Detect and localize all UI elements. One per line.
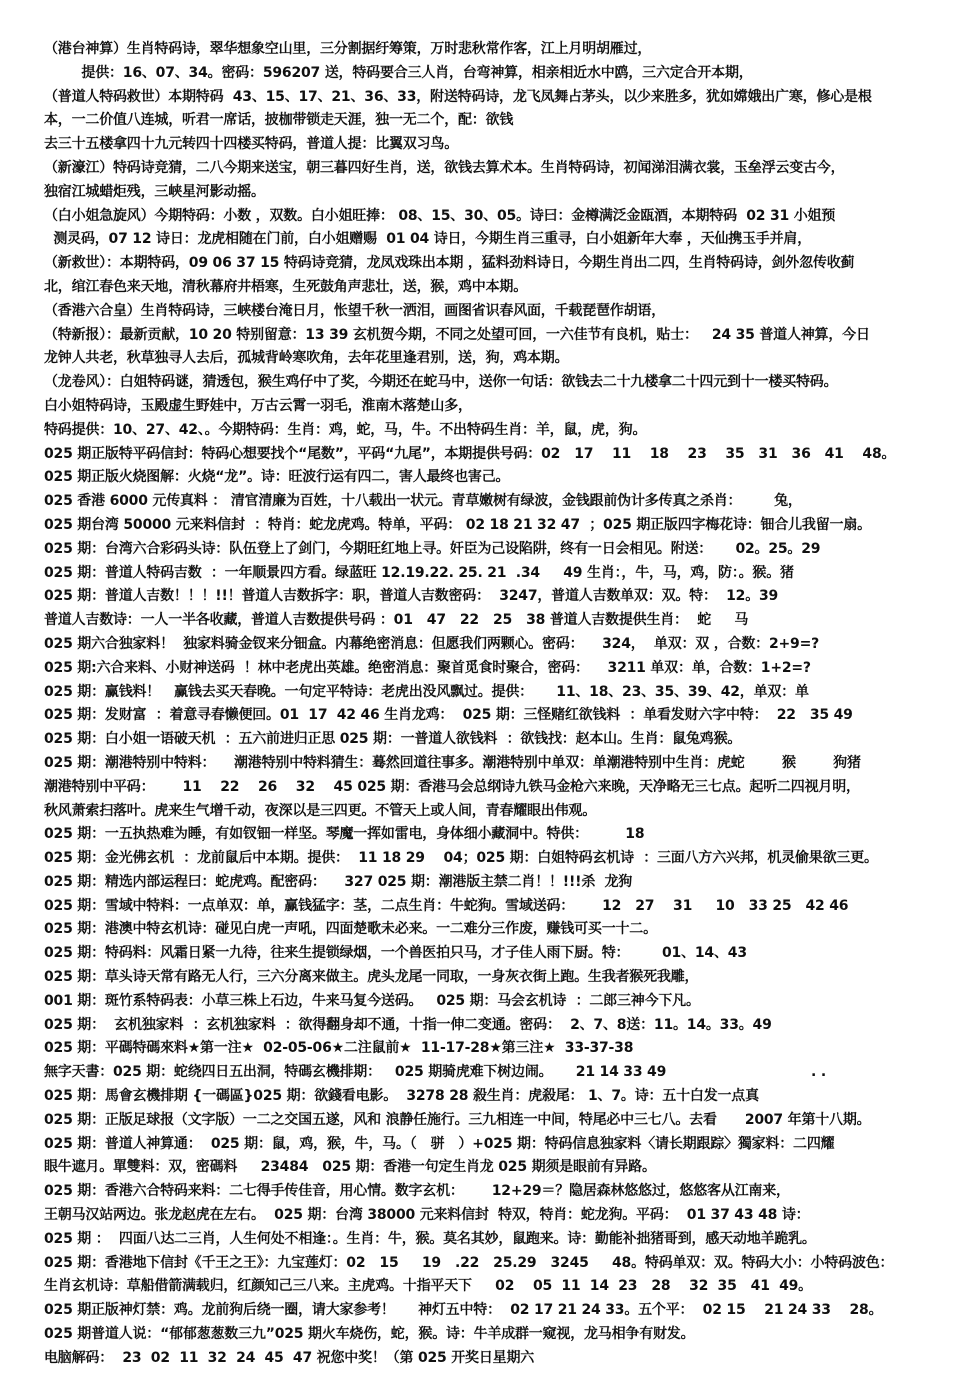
text-line: 025 期：精选内部运程曰：蛇虎鸡。配密码： 327 025 期：潮港版主禁二肖！！!!!杀 龙狗 (44, 873, 633, 890)
text-line: 025 期：普道人吉数！！！!!！普道人吉数拆字：职，普道人吉数密码： 3247，普道人吉数单双：双。特： 12。39 (44, 588, 779, 605)
text-line: 025 期： 玄机独家料 ：玄机独家料 ：欲得翻身却不通，十指一伸二变通。密码： 2、7、8送：11。14。33。49 (44, 1016, 772, 1033)
text-line: 特码提供：10、27、42、。今期特码：生肖：鸡，蛇，马，牛。不出特码生肖：羊，鼠，虎，狗。 (44, 421, 647, 438)
text-line: 本，一二价值八连城，听君一席话，披枷带锁走天涯，独一无二个，配：欲钱 (44, 112, 514, 129)
text-line: （普道人特码救世）本期特码 43、15、17、21、36、33，附送特码诗，龙飞凤舞占茅头，以少来胜多，犹如嫦娥出广寒，修心是根 (44, 88, 872, 105)
text-line: 025 期：平碼特碼來料★第一注★ 02-05-06★二注鼠前★ 11-17-28★第三注★ 33-37-38 (44, 1040, 634, 1057)
text-line: 025 期普道人说：“郁郁葱葱数三九”025 期火车烧伤，蛇，猴。诗：牛羊成群一窥视，龙马相争有财发。 (44, 1326, 695, 1343)
text-line: 025 期：普道人神算通： 025 期：鼠，鸡，猴，牛，马。（ 骈 ）+025 期：特码信息独家料〈请长期跟踪〉獨家料：二四耀 (44, 1135, 835, 1152)
text-line: 电脑解码： 23 02 11 32 24 45 47 祝您中奖！（第 025 开奖日星期六 (44, 1349, 535, 1366)
text-line: 025 期 ： 四面八达二三肖，人生何处不相逢：。生肖：牛，猴。莫名其妙，鼠跑来。诗：勤能补拙猪哥到，感天动地羊跪乳。 (44, 1230, 816, 1247)
text-line: 025 香港 6000 元传真料 ： 清官清廉为百姓，十八载出一状元。青草嫩树有绿波，金钱跟前伪计多传真之杀肖： 兔， (44, 493, 802, 510)
text-line: 025 期：发财富 ：着意寻春懒便回。01 17 42 46 生肖龙鸡： 025 期：三怪赌红欲钱料 ：单看发财六字中特： 22 35 49 (44, 707, 853, 724)
text-line: 秋风萧索扫落叶。虎来生气增千动，夜深以是三四更。不管天上或人间，青春耀眼出伟观。 (44, 802, 596, 819)
text-line: 025 期：潮港特别中特料： 潮港特别中特料猜生：蓦然回道往事多。潮港特别中单双：单潮港特别中生肖：虎蛇 猴 狗猪 (44, 754, 861, 771)
text-line: 025 期：金光佛玄机 ：龙前鼠后中本期。提供： 11 18 29 04；025 期：白姐特码玄机诗 ：三面八方六兴邦，机灵偷果欲三更。 (44, 850, 878, 867)
text-line: 提供：16、07、34。密码：596207 送，特码要合三人肖，台弯神算，相亲相近水中鸥，三六定合开本期， (44, 64, 753, 81)
text-line: 025 期:六合来料、小财神送码 ！林中老虎出英雄。绝密消息：聚首觅食时聚合，密码： 3211 单双：单，合数：1+2=? (44, 659, 811, 676)
text-line: 025 期：馬會玄機排期 {一碼區}025 期：欲錢看电影。 3278 28 殺生肖：虎殺尾： 1、7。诗：五十白发一点真 (44, 1088, 759, 1105)
text-line: 025 期正版火烧图解：火烧“龙”。诗：旺波行运有四二，害人最终也害己。 (44, 469, 510, 486)
text-line: 025 期：香港地下信封《千王之王》：九宝莲灯：02 15 19 .22 25.29 3245 48。特码单双：双。特码大小：小特码波色： (44, 1254, 894, 1271)
text-line: （龙卷风）：白姐特码谜，猜透包，猴生鸡仔中了奖，今期还在蛇马中，送你一句话：欲钱去二十九楼拿二十四元到十一楼买特码。 (44, 374, 838, 391)
text-line: 025 期：台湾六合彩码头诗：队伍登上了剑门，今期旺红地上寻。奸臣为己设陷阱，终有一日会相见。附送： 02。25。29 (44, 540, 821, 557)
text-line: 025 期：港澳中特玄机诗：碰见白虎一声吼，四面楚歌未必来。一二难分三作废，赚钱可买一十二。 (44, 921, 657, 938)
text-line: 王朝马汉站两边。张龙赵虎在左右。 025 期：台湾 38000 元来料信封 特双，特肖：蛇龙狗。平码： 01 37 43 48 诗： (44, 1207, 810, 1224)
text-line: 025 期正版特平码信封：特码心想要找个“尾数”，平码“九尾”，本期提供号码：02 17 11 18 23 35 31 36 41 48。 (44, 445, 896, 462)
text-line: 测灵码，07 12 诗日：龙虎相随在门前，白小姐赠赐 01 04 诗日，今期生肖三重寻，白小姐新年大奉 ，天仙携玉手并肩， (44, 231, 811, 248)
text-line: 独宿江城蜡炬残，三峡星河影动摇。 (44, 183, 265, 200)
text-line: 001 期：斑竹系特码表：小草三株上石边，牛来马复今送码。 025 期：马会玄机诗 ：二郎三神今下凡。 (44, 992, 700, 1009)
text-line: （新濠江）特码诗竞猜，二八今期来送宝，朝三暮四好生肖，送，欲钱去算术本。生肖特码诗，初闻涕泪满衣裳，玉垒浮云变古今， (44, 159, 845, 176)
text-line: 025 期正版神灯禁：鸡。龙前狗后绕一圈，请大家参考！ 神灯五中特： 02 17 21 24 33。五个平： 02 15 21 24 33 28。 (44, 1302, 883, 1319)
text-line: 潮港特别中平码： 11 22 26 32 45 025 期：香港马会总纲诗九铁马金枪六来晚，天净略无三七点。起听二四视月明， (44, 778, 860, 795)
text-line: 白小姐特码诗，玉殿虚生野娃中，万古云霄一羽毛，淮南木落楚山多， (44, 397, 472, 414)
text-line: 025 期：正版足球报（文字版）一二之交国五遂，风和 浪静任施行。三九相连一中间，特尾必中三七八。去看 2007 年第十八期。 (44, 1111, 871, 1128)
text-line: 025 期：草头诗天常有路无人行，三六分离来做主。虎头龙尾一同取，一身灰衣街上跑。生我者猴死我雕， (44, 969, 699, 986)
text-line: （新救世）：本期特码，09 06 37 15 特码诗竞猜，龙凤戏珠出本期 ，猛料劲料诗日，今期生肖出二四，生肖特码诗，剑外忽传收蓟 (44, 255, 855, 272)
text-line: 025 期台湾 50000 元来料信封 ：特肖：蛇龙虎鸡。特单，平码： 02 18 21 32 47 ；025 期正版四字梅花诗：钿合儿我留一扇。 (44, 516, 871, 533)
text-line: 龙钟人共老，秋草独寻人去后，孤城背岭寒吹角，去年花里逢君别，送，狗，鸡本期。 (44, 350, 569, 367)
text-line: 眼牛遮月。單雙料：双，密碼料 23484 025 期：香港一句定生肖龙 025 期须是眼前有异路。 (44, 1159, 656, 1176)
text-line: 025 期：特码料：风霜日紧一九待，往来生提锁绿烟，一个兽医拍只马，才子佳人雨下厨。特： 01、14、43 (44, 945, 747, 962)
text-line: 去三十五楼拿四十九元转四十四楼买特码，普道人提：比翼双习鸟。 (44, 136, 458, 153)
text-line: 025 期：香港六合特码来料：二七得手传佳音，用心情。数字玄机： 12+29＝？隐居森林悠悠过，悠悠客从江南来， (44, 1183, 790, 1200)
text-line: （特新报）：最新贡献，10 20 特别留意：13 39 玄机贺今期，不同之处望可回，一六佳节有良机，贴士： 24 35 普道人神算，今日 (44, 326, 870, 343)
text-line: 025 期六合独家料！ 独家料骑金钗来分钿盒。内幕绝密消息：但愿我们两颗心。密码： 324， 单双：双 ，合数：2+9=? (44, 635, 820, 652)
text-line: 北，绾江春色来天地，清秋幕府井梧寒，生死鼓角声悲壮，送，猴，鸡中本期。 (44, 278, 527, 295)
text-line (44, 1371, 961, 1394)
text-line: 025 期：一五执热难为睡，有如钗钿一样坚。琴魔一挥如雷电，身体细小藏洞中。特供： 18 (44, 826, 645, 843)
text-line: 普道人吉数诗：一人一半各收藏，普道人吉数提供号码 ：01 47 22 25 38 普道人吉数提供生肖： 蛇 马 (44, 612, 749, 629)
text-line: 025 期：普道人特码吉数 ：一年顺景四方看。绿蓝旺 12.19.22. 25. 21 .34 49 生肖：，牛，马，鸡，防：。猴。猪 (44, 564, 794, 581)
text-line: （港台神算）生肖特码诗，翠华想象空山里，三分割据纡筹策，万时悲秋常作客，江上月明胡雁过， (44, 41, 652, 57)
text-line: 025 期：赢钱料！ 赢钱去买天春晚。一句定平特诗：老虎出没风飘过。提供： 11、18、23、35、39、42，单双：单 (44, 683, 809, 700)
text-line: （白小姐急旋风）今期特码：小数 ，双数。白小姐旺捧： 08、15、30、05。诗曰：金樽满泛金瓯酒，本期特码 02 31 小姐预 (44, 207, 836, 224)
text-line: 025 期：白小姐一语破天机 ：五六前进归正思 025 期：一普道人欲钱料 ：欲钱找：赵本山。生肖：鼠兔鸡猴。 (44, 731, 742, 748)
text-line: （香港六合皇）生肖特码诗，三峡楼台淹日月，怅望千秋一洒泪，画图省识春风面，千载琵琶作胡语， (44, 302, 665, 319)
text-line: 生肖玄机诗：草船借箭满载归，红颜知己三八来。主虎鸡。十指平天下 02 05 11 14 23 28 32 35 41 49。 (44, 1278, 812, 1295)
text-line: 025 期：雪域中特料：一点单双：单，赢钱猛字：茎，二点生肖：牛蛇狗。雪域送码： 12 27 31 10 33 25 42 46 (44, 897, 849, 914)
text-line: 無字天書：025 期：蛇绕四日五出洞，特碼玄機排期： 025 期骑虎难下树边闹。 21 14 33 49 . . (44, 1064, 826, 1081)
